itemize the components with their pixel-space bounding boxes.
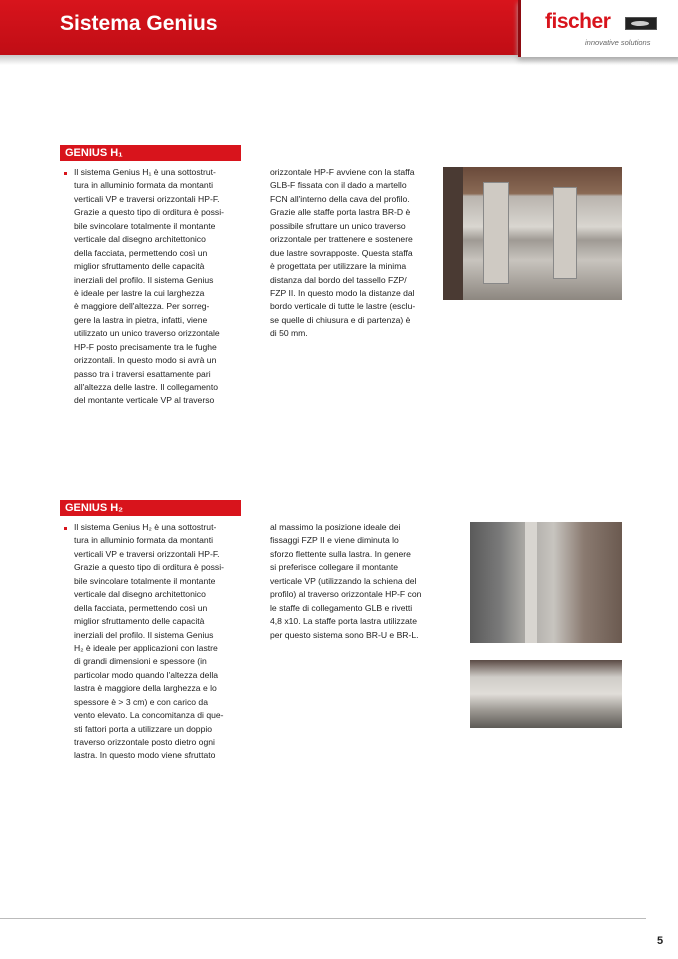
text-line: bile svincolare totalmente il montante — [74, 220, 216, 231]
text-line: bordo verticale di tutte le lastre (esclu- — [270, 301, 416, 312]
section-heading-h2: GENIUS H₂ — [60, 500, 241, 516]
logo-tagline: innovative solutions — [585, 38, 651, 47]
text-line: inerziali del profilo. Il sistema Genius — [74, 274, 214, 285]
text-line: profilo) al traverso orizzontale HP-F con — [270, 589, 422, 600]
page-title: Sistema Genius — [60, 12, 218, 35]
text-line: miglior sfruttamento delle capacità — [74, 616, 205, 627]
text-line: vento elevato. La concomitanza di que- — [74, 710, 224, 721]
text-line: FZP II. In questo modo la distanze dal — [270, 287, 415, 298]
footer-divider — [0, 918, 646, 919]
text-line: Grazie a questo tipo di orditura è possi- — [74, 207, 224, 218]
fischer-logo — [518, 0, 678, 57]
text-line: verticale dal disegno architettonico — [74, 589, 206, 600]
text-line: HP-F posto precisamente tra le fughe — [74, 341, 217, 352]
section-h2-column-2 — [270, 521, 421, 642]
text-line: verticali VP e traversi orizzontali HP-F. — [74, 193, 220, 204]
bullet-icon — [64, 527, 67, 530]
text-line: se quelle di chiusura e di partenza) è — [270, 314, 411, 325]
text-line: verticali VP e traversi orizzontali HP-F. — [74, 548, 220, 559]
text-line: particolar modo quando l'altezza della — [74, 669, 219, 680]
text-line: al massimo la posizione ideale dei — [270, 522, 401, 532]
text-line: tura in alluminio formata da montanti — [74, 180, 214, 191]
text-line: possibile sfruttare un unico traverso — [270, 220, 406, 231]
header-bar — [0, 0, 518, 55]
text-line: orizzontali. In questo modo si avrà un — [74, 355, 217, 366]
text-line: orizzontale per trattenere e sostenere — [270, 234, 413, 245]
text-line: verticale dal disegno architettonico — [74, 234, 206, 245]
text-line: della facciata, permettendo così un — [74, 602, 208, 613]
bullet-icon — [64, 172, 67, 175]
text-line: miglior sfruttamento delle capacità — [74, 261, 205, 272]
text-line: si preferisce collegare il montante — [270, 562, 399, 573]
text-line: traverso orizzontale posto dietro ogni — [74, 737, 215, 747]
text-line: Il sistema Genius H₂ è una sottostrut- — [74, 522, 217, 532]
text-line: orizzontale HP-F avviene con la staffa — [270, 167, 415, 177]
text-line: Il sistema Genius H₁ è una sottostrut- — [74, 167, 216, 177]
text-line: le staffe di collegamento GLB e rivetti — [270, 602, 413, 613]
text-line: per questo sistema sono BR-U e BR-L. — [270, 629, 419, 640]
page-number: 5 — [657, 935, 664, 947]
text-line: sti fattori porta a utilizzare un doppio — [74, 723, 213, 734]
text-line: utilizzato un unico traverso orizzontale — [74, 328, 220, 339]
text-line: lastra. In questo modo viene sfruttato — [74, 750, 216, 761]
text-line: distanza dal bordo del tassello FZP/ — [270, 274, 407, 285]
text-line: lastra è maggiore della larghezza e lo — [74, 683, 217, 694]
text-line: all'altezza delle lastre. Il collegamento — [74, 382, 218, 392]
text-line: di grandi dimensioni e spessore (in — [74, 656, 207, 667]
text-line: fissaggi FZP II e viene diminuta lo — [270, 535, 399, 546]
text-line: è progettata per utilizzare la minima — [270, 261, 407, 272]
text-line: Grazie alle staffe porta lastra BR-D è — [270, 207, 411, 218]
text-line: passo tra i traversi esattamente pari — [74, 368, 211, 379]
section-h1-column-2 — [270, 166, 415, 341]
text-line: della facciata, permettendo così un — [74, 247, 208, 258]
text-line: due lastre sovrapposte. Questa staffa — [270, 247, 413, 258]
text-line: H₂ è ideale per applicazioni con lastre — [74, 642, 218, 653]
text-line: bile svincolare totalmente il montante — [74, 575, 216, 586]
text-line: tura in alluminio formata da montanti — [74, 535, 214, 546]
text-line: FCN all'interno della cava del profilo. — [270, 193, 410, 204]
section-heading-h1: GENIUS H₁ — [60, 145, 241, 161]
photo-genius-h1-bracket — [443, 167, 622, 300]
text-line: è ideale per lastre la cui larghezza — [74, 287, 205, 298]
text-line: Grazie a questo tipo di orditura è possi- — [74, 562, 224, 573]
text-line: sforzo flettente sulla lastra. In genere — [270, 548, 411, 559]
text-line: GLB-F fissata con il dado a martello — [270, 180, 407, 191]
text-line: del montante verticale VP al traverso — [74, 395, 215, 406]
logo-wordmark: fischer — [545, 10, 611, 33]
text-line: di 50 mm. — [270, 328, 308, 339]
photo-genius-h2-profile — [470, 522, 622, 643]
text-line: verticale VP (utilizzando la schiena del — [270, 575, 417, 586]
section-h1-column-1 — [74, 166, 224, 408]
text-line: gere la lastra in pietra, infatti, viene — [74, 314, 208, 325]
text-line: inerziali del profilo. Il sistema Genius — [74, 629, 214, 640]
fish-logo-icon — [625, 17, 657, 30]
text-line: 4,8 x10. La staffe porta lastra utilizzate — [270, 616, 417, 627]
photo-genius-h2-slab — [470, 660, 622, 728]
text-line: spessore è > 3 cm) e con carico da — [74, 696, 208, 707]
text-line: è maggiore dell'altezza. Per sorreg- — [74, 301, 210, 312]
section-h2-column-1 — [74, 521, 224, 763]
